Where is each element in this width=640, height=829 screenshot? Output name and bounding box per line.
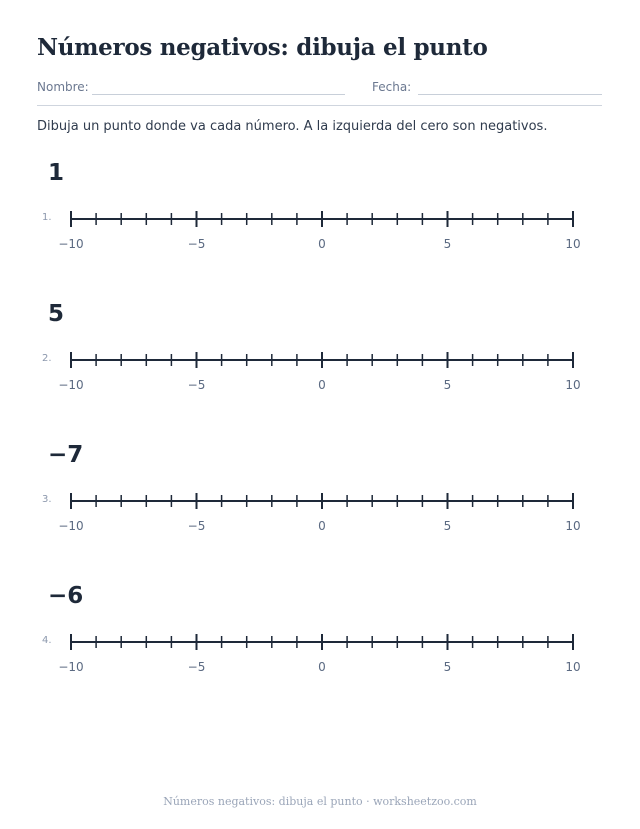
tick-label: −5 <box>187 660 206 674</box>
problem-index: 4. <box>42 635 52 646</box>
footer-text: Números negativos: dibuja el punto · worksheetzoo.com <box>163 795 477 808</box>
tick-label: −10 <box>58 519 84 533</box>
number-line[interactable] <box>0 341 640 401</box>
tick-label: −5 <box>187 237 206 251</box>
tick-label: 0 <box>318 519 326 533</box>
name-field[interactable] <box>92 94 345 95</box>
problem-index: 3. <box>42 494 52 505</box>
number-line[interactable] <box>0 623 640 683</box>
date-label: Fecha: <box>372 80 412 94</box>
tick-label: −10 <box>58 237 84 251</box>
problem-target-number: 5 <box>48 301 65 327</box>
name-label: Nombre: <box>37 80 89 94</box>
tick-label: 5 <box>443 237 452 251</box>
tick-label: 10 <box>565 237 581 251</box>
tick-label: −5 <box>187 519 206 533</box>
tick-label: 10 <box>565 660 581 674</box>
header-divider <box>37 105 602 106</box>
worksheet-title: Números negativos: dibuja el punto <box>37 34 488 61</box>
problem-index: 1. <box>42 212 52 223</box>
tick-label: −5 <box>187 378 206 392</box>
problem-target-number: −7 <box>48 442 84 468</box>
tick-label: 5 <box>443 519 452 533</box>
date-field[interactable] <box>418 94 602 95</box>
problem-target-number: 1 <box>48 160 65 186</box>
tick-label: −10 <box>58 378 84 392</box>
tick-label: 0 <box>318 237 326 251</box>
instructions: Dibuja un punto donde va cada número. A la izquierda del cero son negativos. <box>37 119 548 134</box>
number-line[interactable] <box>0 482 640 542</box>
problem-index: 2. <box>42 353 52 364</box>
tick-label: 0 <box>318 660 326 674</box>
tick-label: 10 <box>565 378 581 392</box>
tick-label: 5 <box>443 660 452 674</box>
tick-label: 10 <box>565 519 581 533</box>
tick-label: 0 <box>318 378 326 392</box>
problem-target-number: −6 <box>48 583 84 609</box>
number-line[interactable] <box>0 200 640 260</box>
tick-label: 5 <box>443 378 452 392</box>
tick-label: −10 <box>58 660 84 674</box>
